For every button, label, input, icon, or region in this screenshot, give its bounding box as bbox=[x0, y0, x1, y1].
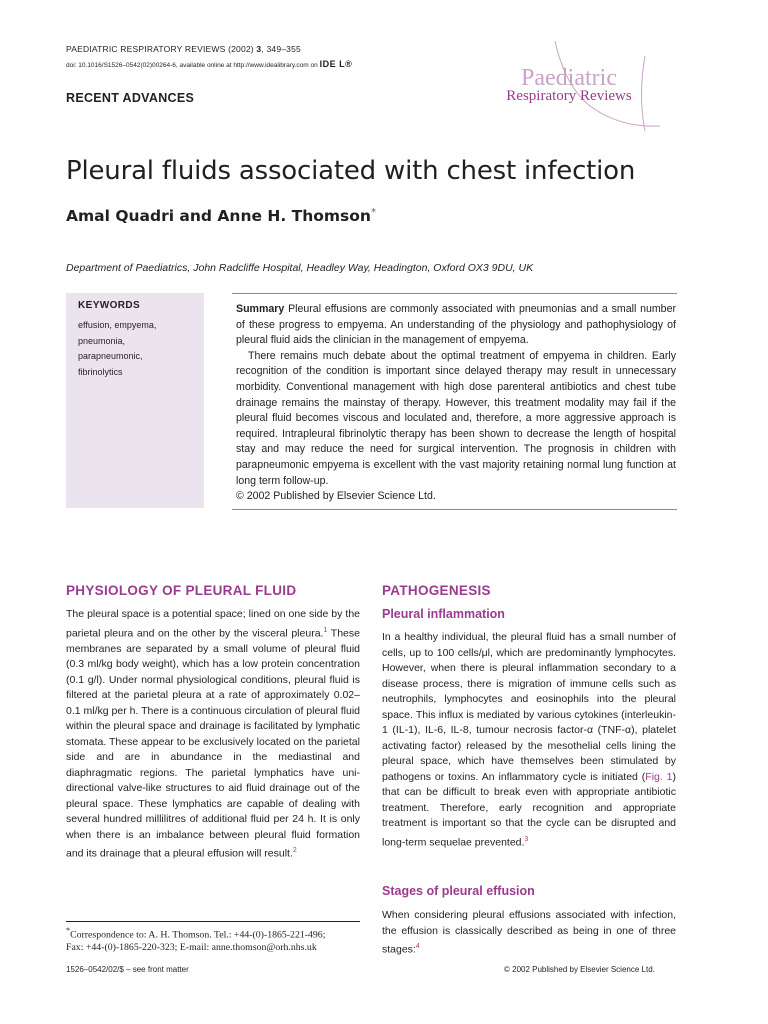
body-text: When considering pleural effusions associated with infection, the effusion is classically described as being in one of three stages: bbox=[382, 909, 676, 956]
physiology-paragraph bbox=[66, 607, 360, 862]
journal-volume: 3 bbox=[256, 44, 262, 54]
footnote-text: Correspondence to: A. H. Thomson. Tel.: +44-(0)-1865-221-496; bbox=[70, 929, 326, 941]
journal-logo-title: Paediatric bbox=[521, 65, 617, 91]
summary-rule-bottom bbox=[232, 509, 677, 510]
journal-logo-subtitle: Respiratory Reviews bbox=[506, 88, 632, 104]
footnote-rule bbox=[66, 921, 360, 922]
summary-paragraph-1 bbox=[236, 302, 676, 349]
footer-issn: 1526–0542/02/$ – see front matter bbox=[66, 965, 189, 974]
summary-rule-top bbox=[232, 293, 677, 294]
journal-name: PAEDIATRIC RESPIRATORY REVIEWS (2002) bbox=[66, 44, 257, 54]
correspondence-footnote bbox=[66, 925, 366, 954]
doi-text: doi: 10.1016/S1526–0542(02)00264-6, available online at http://www.idealibrary.com on bbox=[66, 62, 320, 69]
doi-line bbox=[66, 59, 352, 69]
keyword-item: parapneumonic, bbox=[78, 351, 143, 361]
keyword-item: fibrinolytics bbox=[78, 366, 123, 377]
body-text: These membranes are separated by a small volume of pleural fluid (0.3 ml/kg body weight), which has a low protein concentration (0.1 g/l). Under normal physiological conditions, pleural fluid is filtered at the parietal pleura at a rate of approximately 0.02–0.1 ml/kg per h. There is a continuous circulation of pleural fluid within the pleural space and drainage is facilitated by lymphatic stomata. These appear to be exclusively located on the parietal side and are in abundance in the mediastinal and diaphragmatic regions. The parietal lymphatics have uni-directional valve-like structures to aid fluid drainage out of the pleural space. These lymphatics are capable of dealing with several hundred millilitres of additional fluid per 24 h. It is only when there is an imbalance between pleural fluid formation and its drainage that a pleural effusion will result. bbox=[66, 627, 360, 860]
summary-label: Summary bbox=[236, 303, 285, 315]
inflammation-paragraph bbox=[382, 630, 676, 851]
footnote-line-2: Fax: +44-(0)-1865-220-323; E-mail: anne.thomson@orh.nhs.uk bbox=[66, 941, 317, 953]
reference-link[interactable]: 2 bbox=[292, 847, 297, 854]
section-heading-pathogenesis: PATHOGENESIS bbox=[382, 583, 491, 598]
journal-pages: , 349–355 bbox=[261, 44, 301, 54]
figure-link[interactable]: Fig. 1 bbox=[645, 770, 673, 783]
subheading-pleural-inflammation: Pleural inflammation bbox=[382, 607, 505, 621]
article-title: Pleural fluids associated with chest infection bbox=[66, 156, 636, 186]
keywords-heading: KEYWORDS bbox=[78, 300, 141, 311]
section-label: RECENT ADVANCES bbox=[66, 91, 195, 105]
ideal-logo: IDE L® bbox=[319, 59, 353, 69]
keywords-list bbox=[78, 318, 156, 380]
reference-link[interactable]: 4 bbox=[415, 943, 420, 950]
stages-paragraph bbox=[382, 908, 676, 958]
footnote-mark: * bbox=[66, 926, 71, 935]
section-heading-physiology: PHYSIOLOGY OF PLEURAL FLUID bbox=[66, 583, 297, 598]
journal-citation bbox=[66, 44, 301, 54]
footer-copyright: © 2002 Published by Elsevier Science Ltd. bbox=[504, 965, 655, 974]
body-text: In a healthy individual, the pleural fluid has a small number of cells, up to 100 cells/μl, which are predominantly lymphocytes. However, when there is pleural inflammation secondary to a disease process, there is migration of immune cells such as neutrophils, lymphocytes and eosinophils into the pleural space. This influx is mediated by various cytokines (interleukin-1 (IL-1), IL-6, IL-8, tumour necrosis factor-α (TNF-α), platelet activating factor) released by the mesothelial cells lining the pleural space, which have themselves been stimulated by pathogens or toxins. An inflammatory cycle is initiated ( bbox=[382, 631, 676, 783]
body-text: ) that can be difficult to break even with appropriate antibiotic treatment. Therefore, early recognition and appropriate treatment is important so that the cycle can be disrupted and long-term sequelae prevented. bbox=[382, 770, 676, 848]
author-footnote-mark[interactable]: * bbox=[370, 207, 376, 218]
summary-copyright: © 2002 Published by Elsevier Science Ltd. bbox=[236, 490, 436, 503]
reference-link[interactable]: 1 bbox=[323, 626, 328, 634]
footnote-line-1 bbox=[66, 925, 366, 942]
keyword-item: effusion, empyema, bbox=[78, 320, 157, 330]
reference-link[interactable]: 3 bbox=[524, 835, 529, 843]
summary-paragraph-2: There remains much debate about the optimal treatment of empyema in children. Early recognition of the condition is important since delayed therapy may result in unnecessary morbidity. Conventional management with high dose parenteral antibiotics and chest tube drainage remains the mainstay of therapy. However, this treatment modality may fail if the pleural fluid becomes viscous and loculated and, therefore, a more aggressive approach is required. Intrapleural fibrinolytic therapy has been shown to decrease the length of hospital stay and may reduce the need for surgical intervention. The prognosis in children with parapneumonic empyema is excellent with the vast majority retaining normal lung function at long term follow-up. bbox=[236, 349, 676, 487]
authors bbox=[66, 207, 376, 225]
summary-text-1: Pleural effusions are commonly associated with pneumonias and a small number of these progress to empyema. An understanding of the physiology and pathophysiology of pleural fluid aids the clinician in the management of empyema. bbox=[236, 303, 676, 347]
author-names: Amal Quadri and Anne H. Thomson bbox=[66, 207, 371, 226]
affiliation: Department of Paediatrics, John Radcliffe Hospital, Headley Way, Headington, Oxford OX3 9DU, UK bbox=[66, 262, 534, 274]
subheading-stages: Stages of pleural effusion bbox=[382, 884, 535, 898]
summary bbox=[236, 302, 676, 505]
keyword-item: pneumonia, bbox=[78, 335, 126, 346]
body-text: The pleural space is a potential space; lined on one side by the parietal pleura and on the other by the visceral pleura. bbox=[66, 608, 360, 639]
